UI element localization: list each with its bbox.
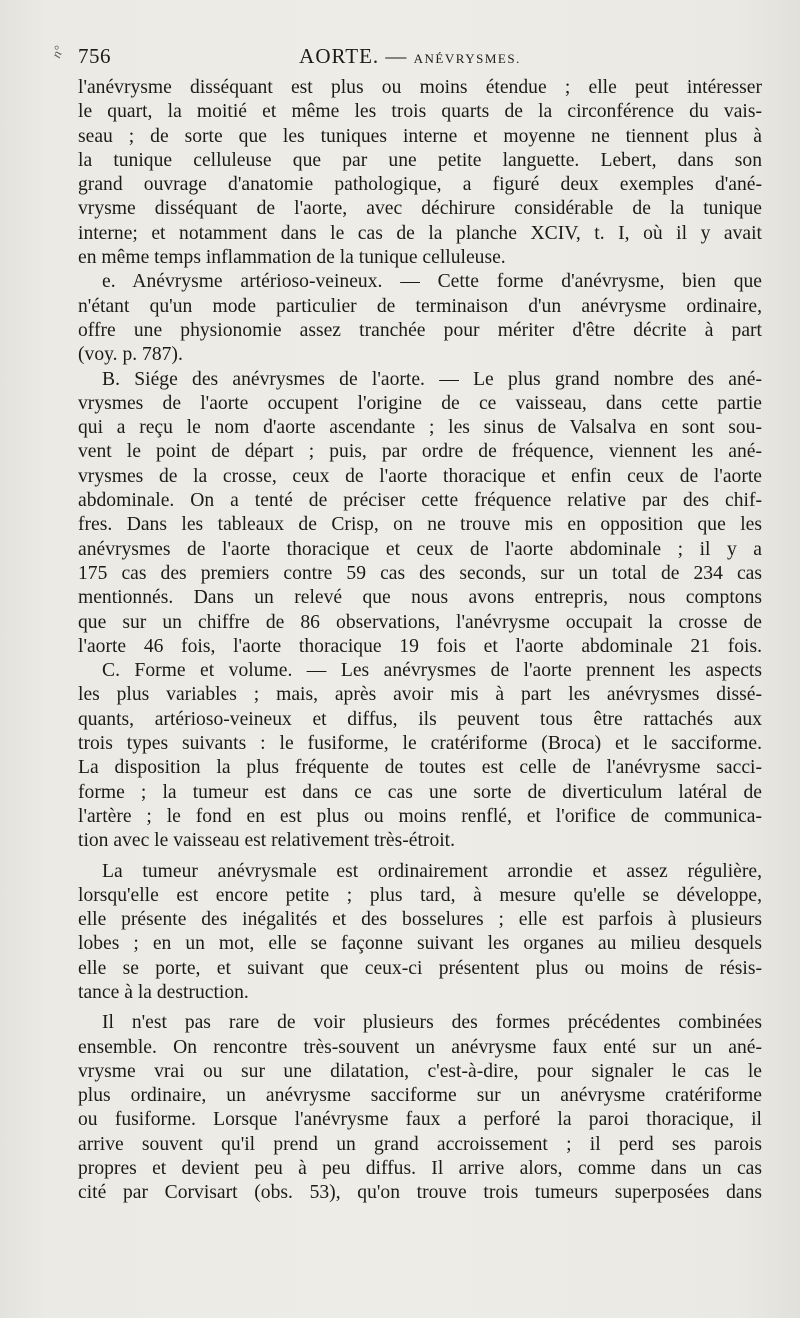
page-number: 756 — [78, 44, 111, 68]
text-line: que sur un chiffre de 86 observations, l'anévrysme occupait la crosse de — [78, 611, 762, 633]
paragraph — [78, 1011, 762, 1205]
paragraph — [78, 860, 762, 1006]
text-line-content: B. Siége des anévrysmes de l'aorte. — Le plus grand nombre des ané- — [102, 368, 762, 390]
text-line: La disposition la plus fréquente de toutes est celle de l'anévrysme sacci- — [78, 757, 762, 779]
text-line: grand ouvrage d'anatomie pathologique, a figuré deux exemples d'ané- — [78, 174, 762, 196]
text-line: fres. Dans les tableaux de Crisp, on ne trouve mis en opposition que les — [78, 514, 762, 536]
text-line: ou fusiforme. Lorsque l'anévrysme faux a perforé la paroi thoracique, il — [78, 1109, 762, 1131]
paragraph — [78, 76, 762, 270]
text-line: seau ; de sorte que les tuniques interne et moyenne ne tiennent plus à — [78, 125, 762, 147]
text-line: (voy. p. 787). — [78, 344, 183, 366]
text-line: en même temps inflammation de la tunique celluleuse. — [78, 247, 506, 269]
text-line: arrive souvent qu'il prend un grand accroissement ; il perd ses parois — [78, 1133, 762, 1155]
text-line: cité par Corvisart (obs. 53), qu'on trouve trois tumeurs superposées dans — [78, 1182, 762, 1204]
text-line — [78, 860, 762, 884]
text-line — [78, 270, 762, 294]
text-line: l'anévrysme disséquant est plus ou moins étendue ; elle peut intéresser — [78, 77, 762, 98]
text-line: vrysme disséquant de l'aorte, avec déchirure considérable de la tunique — [78, 198, 762, 220]
running-title-dash: — — [385, 44, 408, 68]
text-line: la tunique celluleuse que par une petite languette. Lebert, dans son — [78, 149, 762, 171]
text-line-content: e. Anévrysme artérioso-veineux. — Cette forme d'anévrysme, bien que — [102, 271, 762, 293]
running-title-main: AORTE. — [299, 44, 380, 68]
text-line-content: Il n'est pas rare de voir plusieurs des formes précédentes combinées — [102, 1012, 762, 1034]
text-line: lorsqu'elle est encore petite ; plus tard, à mesure qu'elle se développe, — [78, 884, 762, 906]
text-line: elle se porte, et suivant que ceux-ci présentent plus ou moins de résis- — [78, 957, 762, 979]
text-line: anévrysmes de l'aorte thoracique et ceux de l'aorte abdominale ; il y a — [78, 538, 762, 560]
paragraph — [78, 659, 762, 853]
text-line: ensemble. On rencontre très-souvent un anévrysme faux enté sur un ané- — [78, 1036, 762, 1058]
paragraph — [78, 368, 762, 660]
text-line: propres et devient peu à peu diffus. Il arrive alors, comme dans un cas — [78, 1158, 762, 1180]
text-line: vrysmes de la crosse, ceux de l'aorte thoracique et enfin ceux de l'aorte — [78, 465, 762, 487]
running-title-sub: ANÉVRYSMES. — [413, 51, 521, 66]
text-line: elle présente des inégalités et des bosselures ; elle est parfois à plusieurs — [78, 909, 762, 931]
text-line: mentionnés. Dans un relevé que nous avons entrepris, nous comptons — [78, 587, 762, 609]
text-line: forme ; la tumeur est dans ce cas une sorte de diverticulum latéral de — [78, 781, 762, 803]
text-line: quants, artérioso-veineux et diffus, ils peuvent tous être rattachés aux — [78, 708, 762, 730]
running-title — [58, 44, 762, 69]
text-line: vrysme vrai ou sur une dilatation, c'est-à-dire, pour signaler le cas le — [78, 1060, 762, 1082]
text-line: offre une physionomie assez tranchée pour mériter d'être décrite à part — [78, 319, 762, 341]
text-line: 175 cas des premiers contre 59 cas des seconds, sur un total de 234 cas — [78, 562, 762, 584]
text-line: tion avec le vaisseau est relativement très-étroit. — [78, 830, 456, 852]
text-line: trois types suivants : le fusiforme, le cratériforme (Broca) et le sacciforme. — [78, 733, 762, 755]
text-line-content: C. Forme et volume. — Les anévrysmes de l'aorte prennent les aspects — [102, 660, 762, 682]
text-line: vrysmes de l'aorte occupent l'origine de ce vaisseau, dans cette partie — [78, 392, 762, 414]
text-line: le quart, la moitié et même les trois quarts de la circonférence du vais- — [78, 101, 762, 123]
text-line: qui a reçu le nom d'aorte ascendante ; les sinus de Valsalva en sont sou- — [78, 417, 762, 439]
text-line: l'aorte 46 fois, l'aorte thoracique 19 fois et l'aorte abdominale 21 fois. — [78, 635, 762, 657]
text-line-content: La tumeur anévrysmale est ordinairement arrondie et assez régulière, — [102, 860, 762, 882]
text-line: lobes ; en un mot, elle se façonne suivant les organes au milieu desquels — [78, 933, 762, 955]
margin-note: n° — [48, 43, 67, 60]
paragraph — [78, 270, 762, 367]
text-line: interne; et notamment dans le cas de la planche XCIV, t. I, où il y avait — [78, 222, 762, 244]
running-header — [58, 40, 762, 70]
text-line: abdominale. On a tenté de préciser cette fréquence relative par des chif- — [78, 490, 762, 512]
text-line: l'artère ; le fond en est plus ou moins renflé, et l'orifice de communica- — [78, 805, 762, 827]
text-line — [78, 659, 762, 683]
text-line: les plus variables ; mais, après avoir mis à part les anévrysmes dissé- — [78, 684, 762, 706]
text-line: plus ordinaire, un anévrysme sacciforme sur un anévrysme cratériforme — [78, 1085, 762, 1107]
body-text — [78, 76, 762, 1206]
text-line: vent le point de départ ; puis, par ordre de fréquence, viennent les ané- — [78, 441, 762, 463]
text-line: n'étant qu'un mode particulier de terminaison d'un anévrysme ordinaire, — [78, 295, 762, 317]
text-line — [78, 368, 762, 392]
text-line: tance à la destruction. — [78, 981, 249, 1003]
text-line — [78, 1011, 762, 1035]
